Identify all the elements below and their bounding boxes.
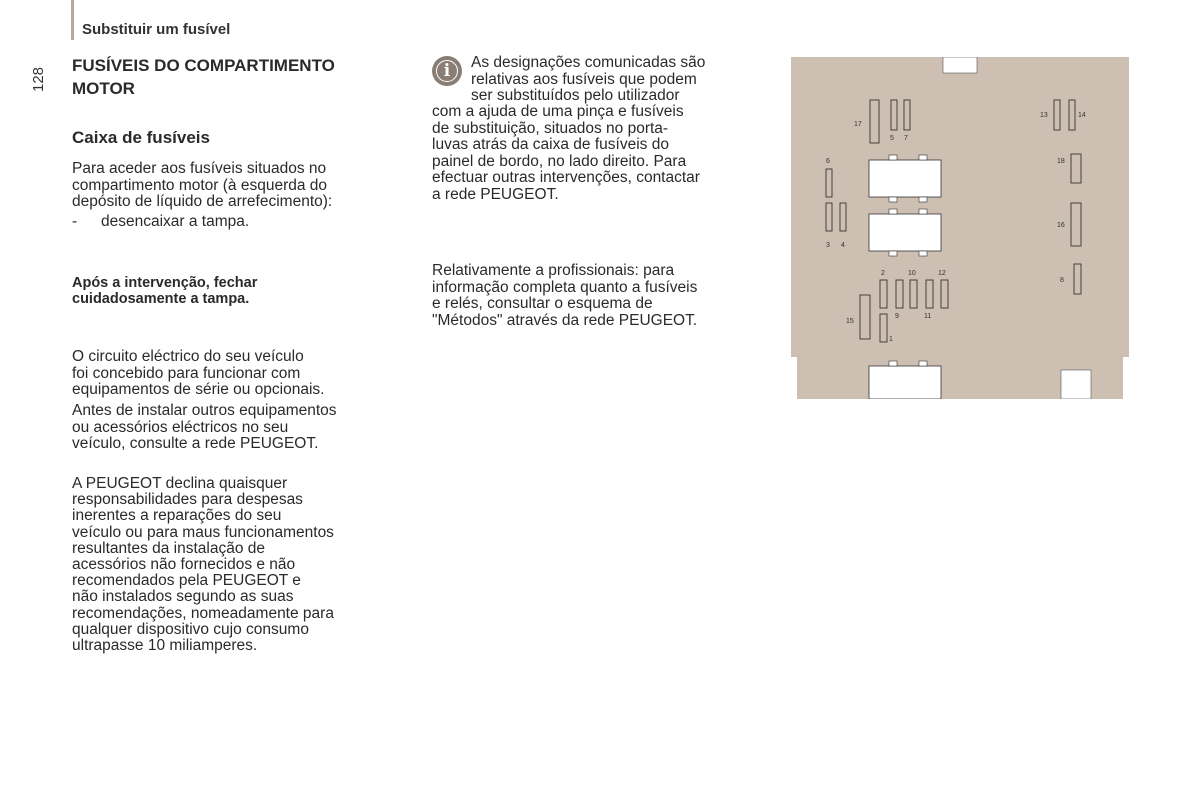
fuse-2 xyxy=(880,280,887,308)
fuse-7 xyxy=(904,100,910,130)
text-line: qualquer dispositivo cujo consumo xyxy=(72,620,309,638)
text-line: A PEUGEOT declina quaisquer xyxy=(72,475,288,492)
text-line: ser substituídos pelo utilizador xyxy=(471,87,680,104)
fuse-label-6: 6 xyxy=(826,158,830,165)
fuse-3 xyxy=(826,203,832,231)
relay-pin xyxy=(889,197,897,202)
text-line: relativas aos fusíveis que podem xyxy=(471,70,697,88)
fuse-label-17: 17 xyxy=(854,121,862,128)
relay-pin xyxy=(919,209,927,214)
circuit-paragraph xyxy=(72,349,324,399)
bullet-text: desencaixar a tampa. xyxy=(101,213,250,230)
text-line: responsabilidades para despesas xyxy=(72,491,303,509)
fuse-4 xyxy=(840,203,846,231)
fuse-15 xyxy=(860,295,870,339)
info-icon xyxy=(432,56,462,86)
header-accent-bar xyxy=(71,0,74,40)
fuse-label-12: 12 xyxy=(938,270,946,277)
relay-upper xyxy=(869,160,941,197)
text-line: Antes de instalar outros equipamentos xyxy=(72,402,337,419)
fuse-18 xyxy=(1071,154,1081,183)
text-line: veículo ou para maus funcionamentos xyxy=(72,523,334,541)
text-line: As designações comunicadas são xyxy=(471,54,706,71)
text-line: inerentes a reparações do seu xyxy=(72,507,282,525)
relay-pin xyxy=(889,361,897,366)
info-note-indented xyxy=(471,55,705,105)
text-line: ou acessórios eléctricos no seu xyxy=(72,418,289,436)
text-line: recomendações, nomeadamente para xyxy=(72,604,334,622)
fuse-label-14: 14 xyxy=(1078,112,1086,119)
main-heading-line: MOTOR xyxy=(72,79,135,98)
text-line: de substituição, situados no porta- xyxy=(432,119,669,137)
relay-pin xyxy=(919,361,927,366)
fuse-11 xyxy=(926,280,933,308)
relay-pin xyxy=(889,251,897,256)
relay-pin xyxy=(889,209,897,214)
fuse-label-2: 2 xyxy=(881,270,885,277)
text-line: Para aceder aos fusíveis situados no xyxy=(72,160,327,177)
fuse-label-3: 3 xyxy=(826,242,830,249)
relay-lower xyxy=(869,214,941,251)
text-line: painel de bordo, no lado direito. Para xyxy=(432,152,687,170)
text-line: e relés, consultar o esquema de xyxy=(432,295,653,312)
fuse-label-8: 8 xyxy=(1060,277,1064,284)
text-line: recomendados pela PEUGEOT e xyxy=(72,572,301,590)
info-icon-glyph: i xyxy=(436,60,458,82)
fuse-10 xyxy=(910,280,917,308)
relay-pin xyxy=(919,251,927,256)
bottom-right-cutout xyxy=(1123,357,1129,399)
fuse-1 xyxy=(880,314,887,342)
after-intervention-note xyxy=(72,275,257,307)
fuse-6 xyxy=(826,169,832,197)
text-line: Relativamente a profissionais: para xyxy=(432,262,675,279)
bottom-left-cutout xyxy=(791,357,797,399)
text-line: equipamentos de série ou opcionais. xyxy=(72,381,325,398)
disclaimer-paragraph xyxy=(72,476,334,654)
bullet-dash: - xyxy=(72,213,78,230)
fuse-14 xyxy=(1069,100,1075,130)
before-installing-paragraph xyxy=(72,403,337,453)
bottom-right-relay xyxy=(1061,370,1091,399)
relay-pin xyxy=(919,155,927,160)
text-line: efectuar outras intervenções, contactar xyxy=(432,169,700,186)
fuse-label-9: 9 xyxy=(895,313,899,320)
text-line: compartimento motor (à esquerda do xyxy=(72,176,328,194)
fuse-label-13: 13 xyxy=(1040,112,1048,119)
text-line: com a ajuda de uma pinça e fusíveis xyxy=(432,103,684,120)
fuse-label-10: 10 xyxy=(908,270,916,277)
fuse-label-16: 16 xyxy=(1057,222,1065,229)
text-line: luvas atrás da caixa de fusíveis do xyxy=(432,136,669,153)
fuse-label-5: 5 xyxy=(890,135,894,142)
text-line: resultantes da instalação de xyxy=(72,539,266,557)
intro-paragraph xyxy=(72,161,332,211)
fuse-16 xyxy=(1071,203,1081,246)
fuse-label-4: 4 xyxy=(841,242,845,249)
text-line: depósito de líquido de arrefecimento): xyxy=(72,193,333,210)
fuse-5 xyxy=(891,100,897,130)
text-line: acessórios não fornecidos e não xyxy=(72,556,296,574)
text-line: ultrapasse 10 miliamperes. xyxy=(72,637,258,655)
fuse-13 xyxy=(1054,100,1060,130)
fuse-label-7: 7 xyxy=(904,135,908,142)
fuse-label-1: 1 xyxy=(889,336,893,343)
text-line: cuidadosamente a tampa. xyxy=(72,291,250,307)
top-notch xyxy=(943,57,977,73)
section-title: Substituir um fusível xyxy=(82,21,231,38)
text-line: foi concebido para funcionar com xyxy=(72,364,301,382)
text-line: informação completa quanto a fusíveis xyxy=(432,278,698,296)
relay-pin xyxy=(889,155,897,160)
bottom-relay xyxy=(869,366,941,399)
main-heading-line: FUSÍVEIS DO COMPARTIMENTO xyxy=(72,56,335,75)
fuse-9 xyxy=(896,280,903,308)
professionals-note xyxy=(432,263,697,329)
subheading: Caixa de fusíveis xyxy=(72,128,210,147)
fuse-12 xyxy=(941,280,948,308)
fuse-label-18: 18 xyxy=(1057,158,1065,165)
fuse-17 xyxy=(870,100,879,143)
text-line: a rede PEUGEOT. xyxy=(432,185,559,203)
info-note xyxy=(432,104,700,203)
text-line: "Métodos" através da rede PEUGEOT. xyxy=(432,311,698,329)
relay-pin xyxy=(919,197,927,202)
text-line: Após a intervenção, fechar xyxy=(72,275,258,291)
fuse-label-11: 11 xyxy=(924,313,932,320)
text-line: O circuito eléctrico do seu veículo xyxy=(72,348,304,365)
text-line: veículo, consulte a rede PEUGEOT. xyxy=(72,435,319,452)
text-line: não instalados segundo as suas xyxy=(72,588,294,606)
page-number: 128 xyxy=(30,66,47,92)
main-heading xyxy=(72,54,417,100)
fuse-label-15: 15 xyxy=(846,318,854,325)
fuse-8 xyxy=(1074,264,1081,294)
fuse-box-diagram xyxy=(791,57,1129,399)
